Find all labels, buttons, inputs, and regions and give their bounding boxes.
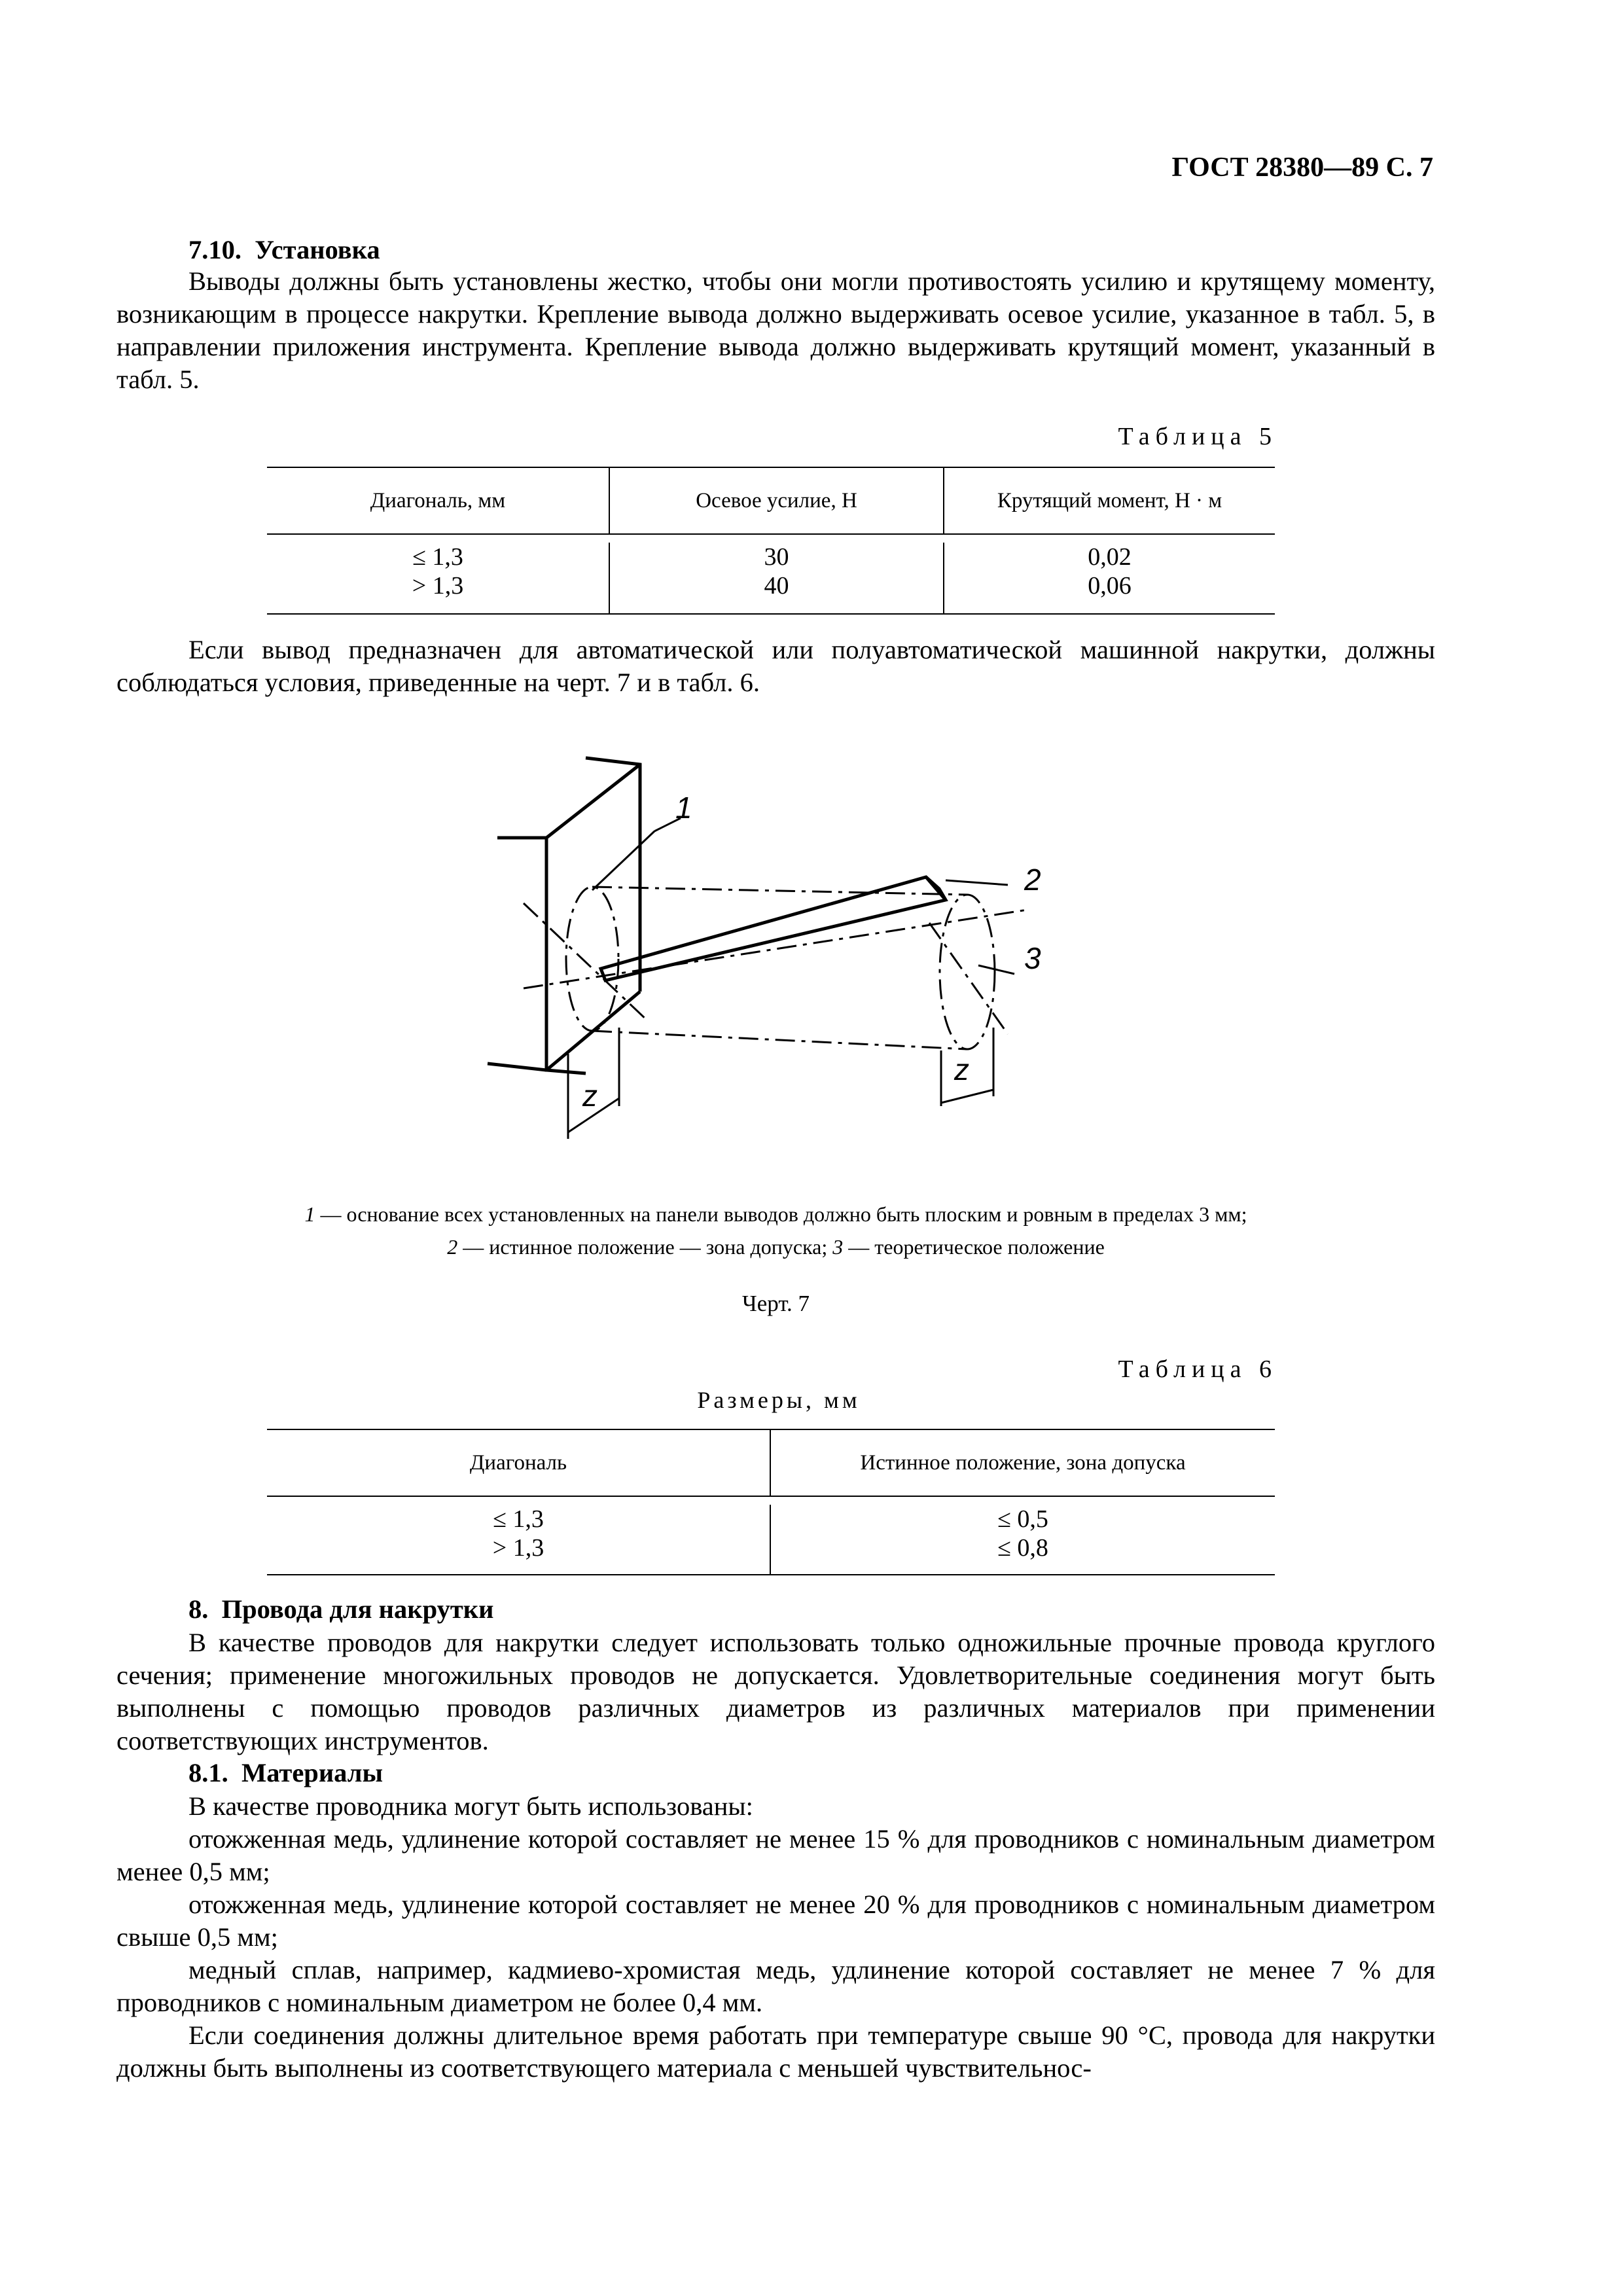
page-header: ГОСТ 28380—89 С. 7 xyxy=(1171,152,1433,183)
section-8-1-number: 8.1. xyxy=(188,1758,228,1787)
dimension-line xyxy=(941,1090,993,1103)
section-8-1-intro: В качестве проводника могут быть использованы: xyxy=(188,1791,753,1821)
table5-header-row xyxy=(267,468,1275,533)
callout-1: 1 xyxy=(675,791,692,825)
tangent-line-bottom xyxy=(592,1031,967,1049)
section-8-title: Провода для накрутки xyxy=(221,1594,494,1624)
table5-body xyxy=(267,533,1275,613)
table5-cell: 0,06 xyxy=(1088,572,1132,600)
table6-col-tolerance xyxy=(770,1505,1275,1574)
section-8-1-closing: Если соединения должны длительное время работать при температуре свыше 90 °С, провода для накрутки должны быть выполнены из соответствующего материала с меньшей чувствительнос- xyxy=(116,2020,1435,2083)
after-table5-paragraph: Если вывод предназначен для автоматической или полуавтоматической машинной накрутки, должны соблюдаться условия, приведенные на черт. 7 и в табл. 6. xyxy=(116,635,1435,697)
table5-cell: 30 xyxy=(764,543,789,571)
table6-cell: ≤ 0,5 xyxy=(997,1505,1048,1533)
table5-col-diagonal xyxy=(267,543,609,613)
caption-text: — основание всех установленных на панели выводов должно быть плоским и ровным в пределах 3 мм; xyxy=(315,1202,1247,1226)
table6-header-tolerance: Истинное положение, зона допуска xyxy=(770,1430,1275,1496)
dimension-label: z xyxy=(582,1079,597,1113)
table6-cell: > 1,3 xyxy=(492,1534,544,1562)
section-8-heading xyxy=(188,1594,493,1624)
table6-cell: ≤ 0,8 xyxy=(997,1534,1048,1562)
tangent-line-top xyxy=(592,887,967,895)
panel-top-edge xyxy=(546,764,640,838)
section-7-10-title: Установка xyxy=(255,235,380,264)
materials-item: отожженная медь, удлинение которой составляет не менее 15 % для проводников с номинальным диаметром менее 0,5 мм; xyxy=(116,1824,1435,1886)
section-7-10-paragraph: Выводы должны быть установлены жестко, чтобы они могли противостоять усилию и крутящему моменту, возникающим в процессе накрутки. Крепление вывода должно выдерживать осевое усилие, указанное в табл. 5, в направлении приложения инструмента. Крепление вывода должно выдерживать крутящий момент, указанный в табл. 5. xyxy=(116,266,1435,394)
figure7-drawing xyxy=(484,740,1073,1145)
table6 xyxy=(267,1429,1275,1575)
section-8-paragraph-block xyxy=(116,1626,1435,1757)
materials-item: отожженная медь, удлинение которой составляет не менее 20 % для проводников с номинальным диаметром свыше 0,5 мм; xyxy=(116,1890,1435,1952)
section-7-10-number: 7.10. xyxy=(188,235,241,264)
leader-3 xyxy=(978,965,1014,974)
table6-label: Таблица 6 xyxy=(1118,1355,1277,1383)
section-7-10-heading xyxy=(188,234,380,265)
figure7-caption-line2 xyxy=(116,1230,1435,1263)
table5-label: Таблица 5 xyxy=(1118,423,1277,450)
caption-text: — теоретическое положение xyxy=(843,1235,1105,1259)
section-8-number: 8. xyxy=(188,1594,209,1624)
table5 xyxy=(267,467,1275,615)
leader-2 xyxy=(946,880,1008,885)
table6-header-row xyxy=(267,1430,1275,1496)
figure7-caption-line1 xyxy=(116,1198,1435,1230)
figure7-caption xyxy=(116,1198,1435,1263)
pin-tip xyxy=(926,877,946,900)
table6-col-diagonal xyxy=(267,1505,770,1574)
base-circle xyxy=(566,887,618,1031)
table5-header-diagonal: Диагональ, мм xyxy=(370,488,506,512)
section-8-1-body xyxy=(116,1790,1435,2085)
dimension-label: z xyxy=(954,1052,969,1086)
leader-1 xyxy=(592,831,654,890)
axis-line xyxy=(524,910,1027,988)
table5-header-force: Осевое усилие, Н xyxy=(609,468,943,533)
figure7-title: Черт. 7 xyxy=(742,1291,810,1316)
table6-cell: ≤ 1,3 xyxy=(493,1505,544,1533)
table5-cell: 40 xyxy=(764,572,789,600)
panel-edge-right xyxy=(586,758,640,992)
caption-ref: 3 xyxy=(832,1235,844,1259)
after-table5-block xyxy=(116,634,1435,699)
tolerance-zone-circle xyxy=(940,895,995,1049)
table5-cell: ≤ 1,3 xyxy=(412,543,463,571)
caption-ref: 2 xyxy=(447,1235,458,1259)
caption-text: — истинное положение — зона допуска; xyxy=(457,1235,833,1259)
panel-edge-bottom-left xyxy=(488,1064,546,1070)
callout-2: 2 xyxy=(1024,863,1041,897)
callout-3: 3 xyxy=(1024,941,1041,975)
materials-item: медный сплав, например, кадмиево-хромистая медь, удлинение которой составляет не менее 7 % для проводников с номинальным диаметром не более 0,4 мм. xyxy=(116,1955,1435,2017)
axis-line xyxy=(929,923,1008,1034)
table6-body xyxy=(267,1496,1275,1574)
table5-cell: 0,02 xyxy=(1088,543,1132,571)
section-8-1-heading xyxy=(188,1757,383,1788)
table5-header-torque: Крутящий момент, Н · м xyxy=(943,468,1275,533)
section-8-paragraph: В качестве проводов для накрутки следует использовать только одножильные прочные провода круглого сечения; применение многожильных проводов не допускается. Удовлетворительные соединения могут быть выполнены с помощью проводов различных диаметров из различных материалов при применении соответствующих инструментов. xyxy=(116,1628,1435,1755)
section-7-10-paragraph-block xyxy=(116,265,1435,396)
caption-ref: 1 xyxy=(304,1202,315,1226)
table6-subtitle: Размеры, мм xyxy=(697,1387,861,1413)
table5-col-torque xyxy=(943,543,1275,613)
section-8-1-title: Материалы xyxy=(241,1758,383,1787)
table5-col-force xyxy=(609,543,943,613)
table6-header-diagonal: Диагональ xyxy=(469,1450,567,1475)
table5-cell: > 1,3 xyxy=(412,572,464,600)
